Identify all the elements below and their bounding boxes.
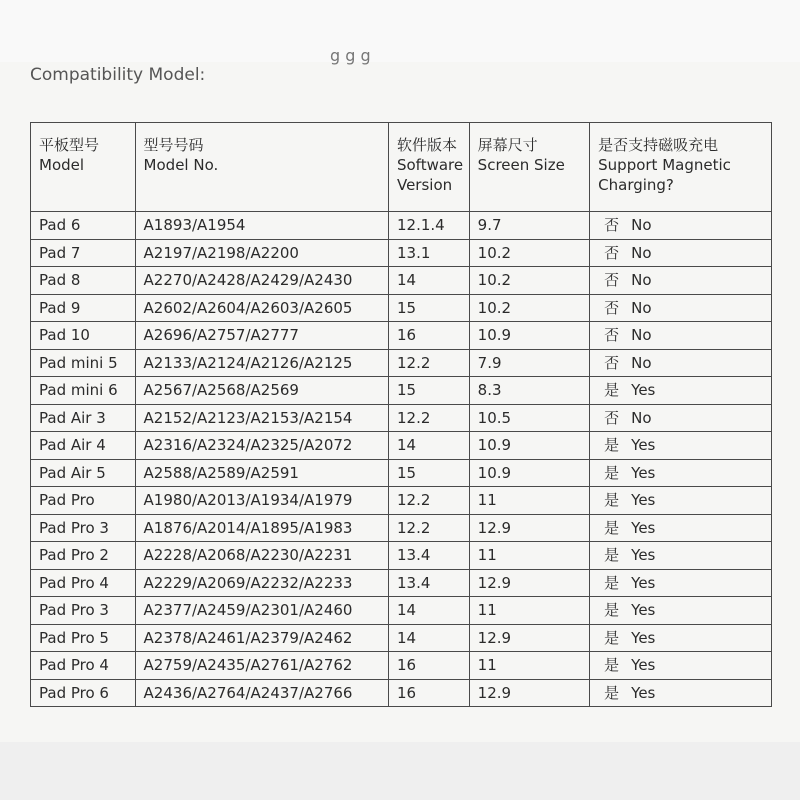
cell-support [590, 239, 772, 267]
cell-support [590, 322, 772, 350]
cell-screen: 12.9 [469, 514, 589, 542]
header-row [31, 123, 772, 212]
cell-screen: 10.9 [469, 432, 589, 460]
support-cn: 是 [604, 463, 620, 482]
table-row [31, 624, 772, 652]
cell-software: 16 [388, 679, 469, 707]
cell-screen: 12.9 [469, 624, 589, 652]
table-row [31, 679, 772, 707]
cell-support [590, 514, 772, 542]
cell-model: Pad 8 [31, 267, 136, 295]
table-row [31, 322, 772, 350]
support-en: No [631, 326, 652, 344]
table-row [31, 542, 772, 570]
support-cn: 否 [604, 271, 620, 289]
cell-model: Pad Pro 4 [31, 652, 136, 680]
table-body [31, 212, 772, 707]
cell-screen: 10.9 [469, 322, 589, 350]
column-header-en: Screen Size [477, 156, 565, 174]
table-row [31, 459, 772, 487]
support-en: No [631, 408, 652, 427]
cell-screen: 11 [469, 597, 589, 625]
column-header-en: Model [39, 156, 85, 174]
table-header [31, 123, 772, 212]
cell-software: 14 [388, 267, 469, 295]
cell-screen: 11 [469, 652, 589, 680]
cell-software: 13.4 [388, 542, 469, 570]
cell-model-no: A2229/A2069/A2232/A2233 [135, 569, 388, 597]
cell-support [590, 624, 772, 652]
support-en: Yes [631, 601, 656, 619]
support-cn: 是 [604, 546, 620, 564]
column-header [31, 123, 136, 212]
table-row [31, 212, 772, 240]
support-cn: 否 [604, 353, 620, 372]
table-row [31, 404, 772, 432]
cell-model-no: A1876/A2014/A1895/A1983 [135, 514, 388, 542]
cell-software: 14 [388, 597, 469, 625]
compatibility-table [30, 122, 772, 707]
support-en: No [631, 243, 652, 262]
cell-software: 12.2 [388, 487, 469, 515]
support-cn: 否 [604, 326, 620, 344]
cell-software: 15 [388, 294, 469, 322]
cell-support [590, 404, 772, 432]
table-row [31, 267, 772, 295]
cell-support [590, 267, 772, 295]
cell-model-no: A2567/A2568/A2569 [135, 377, 388, 405]
cell-screen: 11 [469, 542, 589, 570]
cell-support [590, 432, 772, 460]
cell-model: Pad Pro 4 [31, 569, 136, 597]
cell-model: Pad mini 6 [31, 377, 136, 405]
column-header-cn: 平板型号 [39, 136, 100, 154]
support-en: Yes [631, 546, 656, 564]
cell-screen: 9.7 [469, 212, 589, 240]
cell-model: Pad 7 [31, 239, 136, 267]
top-band [0, 0, 800, 62]
cell-software: 15 [388, 377, 469, 405]
cell-model-no: A2588/A2589/A2591 [135, 459, 388, 487]
support-en: Yes [631, 381, 656, 399]
column-header-cn: 软件版本 [396, 136, 457, 154]
table-row [31, 514, 772, 542]
table-row [31, 597, 772, 625]
cell-screen: 12.9 [469, 679, 589, 707]
support-en: Yes [631, 491, 656, 509]
bottom-band [0, 742, 800, 800]
cell-support [590, 542, 772, 570]
support-en: Yes [631, 628, 656, 647]
cell-model: Pad Pro 5 [31, 624, 136, 652]
support-cn: 是 [604, 656, 620, 674]
cell-screen: 10.9 [469, 459, 589, 487]
support-cn: 是 [604, 491, 620, 509]
support-cn: 是 [604, 601, 620, 619]
cell-model-no: A2133/A2124/A2126/A2125 [135, 349, 388, 377]
cell-screen: 10.2 [469, 239, 589, 267]
support-en: No [631, 271, 652, 289]
cell-model: Pad 9 [31, 294, 136, 322]
cell-support [590, 459, 772, 487]
support-en: No [631, 216, 652, 234]
cell-software: 14 [388, 432, 469, 460]
cell-support [590, 377, 772, 405]
cell-screen: 10.5 [469, 404, 589, 432]
column-header [469, 123, 589, 212]
cell-screen: 10.2 [469, 294, 589, 322]
support-cn: 是 [604, 628, 620, 647]
cell-model: Pad Pro 6 [31, 679, 136, 707]
column-header-cn: 型号号码 [143, 136, 204, 154]
cell-model-no: A2316/A2324/A2325/A2072 [135, 432, 388, 460]
cell-model-no: A2436/A2764/A2437/A2766 [135, 679, 388, 707]
support-cn: 否 [604, 243, 620, 262]
cell-software: 16 [388, 322, 469, 350]
cell-support [590, 679, 772, 707]
support-en: No [631, 298, 652, 317]
column-header-en: Model No. [143, 156, 219, 174]
cell-support [590, 652, 772, 680]
cell-model: Pad Pro 3 [31, 514, 136, 542]
support-en: Yes [631, 573, 656, 592]
cell-model-no: A2377/A2459/A2301/A2460 [135, 597, 388, 625]
cell-screen: 10.2 [469, 267, 589, 295]
cell-model-no: A2270/A2428/A2429/A2430 [135, 267, 388, 295]
support-en: Yes [631, 683, 656, 702]
cell-software: 15 [388, 459, 469, 487]
cell-software: 13.4 [388, 569, 469, 597]
support-cn: 是 [604, 518, 620, 537]
support-cn: 否 [604, 216, 620, 234]
cell-model-no: A2228/A2068/A2230/A2231 [135, 542, 388, 570]
cell-model-no: A1980/A2013/A1934/A1979 [135, 487, 388, 515]
section-heading: Compatibility Model: [30, 65, 206, 85]
cell-software: 12.2 [388, 404, 469, 432]
support-en: No [631, 353, 652, 372]
support-en: Yes [631, 436, 656, 454]
cut-off-text [330, 42, 371, 54]
compatibility-table-wrap [30, 122, 772, 707]
cell-model-no: A1893/A1954 [135, 212, 388, 240]
cell-software: 12.2 [388, 514, 469, 542]
table-row [31, 487, 772, 515]
cell-model: Pad Air 4 [31, 432, 136, 460]
support-en: Yes [631, 463, 656, 482]
support-cn: 否 [604, 408, 620, 427]
cell-model: Pad Pro [31, 487, 136, 515]
cell-support [590, 597, 772, 625]
cell-model: Pad Pro 2 [31, 542, 136, 570]
column-header-en: Software Version [396, 156, 464, 194]
cell-model-no: A2759/A2435/A2761/A2762 [135, 652, 388, 680]
column-header [590, 123, 772, 212]
table-row [31, 239, 772, 267]
table-row [31, 349, 772, 377]
support-en: Yes [631, 518, 656, 537]
cell-model-no: A2197/A2198/A2200 [135, 239, 388, 267]
cell-model: Pad mini 5 [31, 349, 136, 377]
column-header [388, 123, 469, 212]
table-row [31, 569, 772, 597]
support-cn: 是 [604, 683, 620, 702]
table-row [31, 377, 772, 405]
column-header [135, 123, 388, 212]
cell-model: Pad Pro 3 [31, 597, 136, 625]
support-en: Yes [631, 656, 656, 674]
column-header-en: Support Magnetic Charging? [598, 156, 731, 194]
table-row [31, 294, 772, 322]
table-row [31, 432, 772, 460]
support-cn: 是 [604, 381, 620, 399]
cell-screen: 8.3 [469, 377, 589, 405]
cell-model: Pad 10 [31, 322, 136, 350]
cell-support [590, 294, 772, 322]
support-cn: 否 [604, 298, 620, 317]
cell-software: 16 [388, 652, 469, 680]
cell-software: 12.1.4 [388, 212, 469, 240]
cell-software: 12.2 [388, 349, 469, 377]
cell-software: 14 [388, 624, 469, 652]
cell-support [590, 212, 772, 240]
cell-model-no: A2378/A2461/A2379/A2462 [135, 624, 388, 652]
cell-screen: 7.9 [469, 349, 589, 377]
cell-model: Pad Air 3 [31, 404, 136, 432]
cell-model: Pad Air 5 [31, 459, 136, 487]
cell-screen: 11 [469, 487, 589, 515]
cell-model-no: A2152/A2123/A2153/A2154 [135, 404, 388, 432]
cell-support [590, 487, 772, 515]
table-row [31, 652, 772, 680]
cell-model-no: A2602/A2604/A2603/A2605 [135, 294, 388, 322]
support-cn: 是 [604, 573, 620, 592]
cell-software: 13.1 [388, 239, 469, 267]
column-header-cn: 是否支持磁吸充电 [598, 136, 719, 154]
support-cn: 是 [604, 436, 620, 454]
cell-screen: 12.9 [469, 569, 589, 597]
cell-model: Pad 6 [31, 212, 136, 240]
cell-model-no: A2696/A2757/A2777 [135, 322, 388, 350]
cell-support [590, 349, 772, 377]
cell-support [590, 569, 772, 597]
column-header-cn: 屏幕尺寸 [477, 136, 538, 154]
